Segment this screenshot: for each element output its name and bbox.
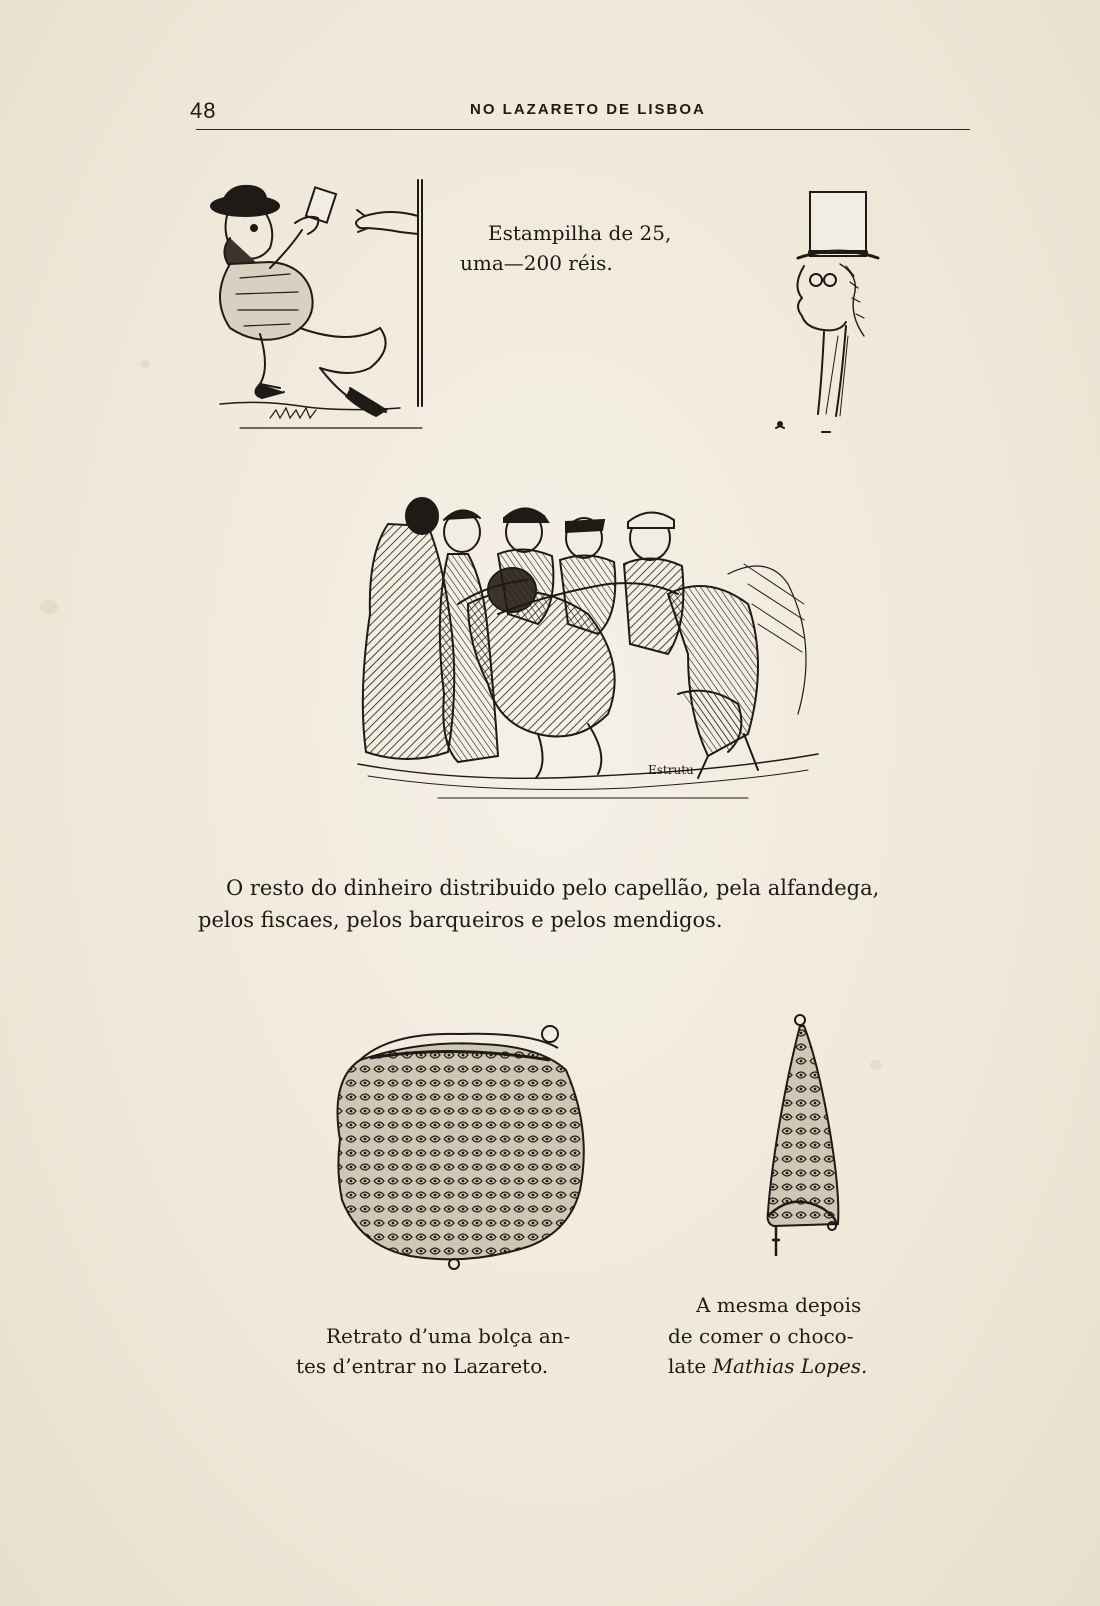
ornate-empty-purse — [752, 1012, 852, 1272]
caricature-man-handing-letter — [200, 178, 440, 438]
caption-italic-name: Mathias Lopes. — [712, 1354, 868, 1378]
empty-purse-caption-line1: A mesma depois — [696, 1293, 862, 1317]
stamp-caption-line1: Estampilha de 25, — [488, 221, 672, 245]
page-number: 48 — [190, 98, 217, 123]
caricature-top-hat-head — [780, 186, 890, 446]
empty-purse-caption-line3 — [668, 1351, 867, 1381]
foxing-spot — [40, 600, 58, 614]
svg-text:Estrutu: Estrutu — [648, 763, 694, 777]
paragraph-line1: O resto do dinheiro distribuido pelo capellão, pela alfandega, — [226, 876, 880, 900]
foxing-spot — [870, 1060, 882, 1070]
group-of-men-crowding — [348, 494, 828, 824]
caption-text: late — [668, 1354, 713, 1378]
stamp-caption-line2: uma—200 réis. — [460, 251, 613, 275]
full-purse-caption-line2: tes d’entrar no Lazareto. — [296, 1354, 549, 1378]
body-paragraph — [198, 872, 978, 936]
running-title: NO LAZARETO DE LISBOA — [470, 101, 706, 118]
paragraph-line2: pelos fiscaes, pelos barqueiros e pelos mendigos. — [198, 908, 723, 932]
empty-purse-caption-line2: de comer o choco- — [668, 1324, 854, 1348]
foxing-spot — [140, 360, 150, 368]
full-purse-caption-line1: Retrato d’uma bolça an- — [326, 1324, 571, 1348]
ornate-full-purse — [330, 1020, 600, 1280]
header-divider — [196, 129, 970, 130]
